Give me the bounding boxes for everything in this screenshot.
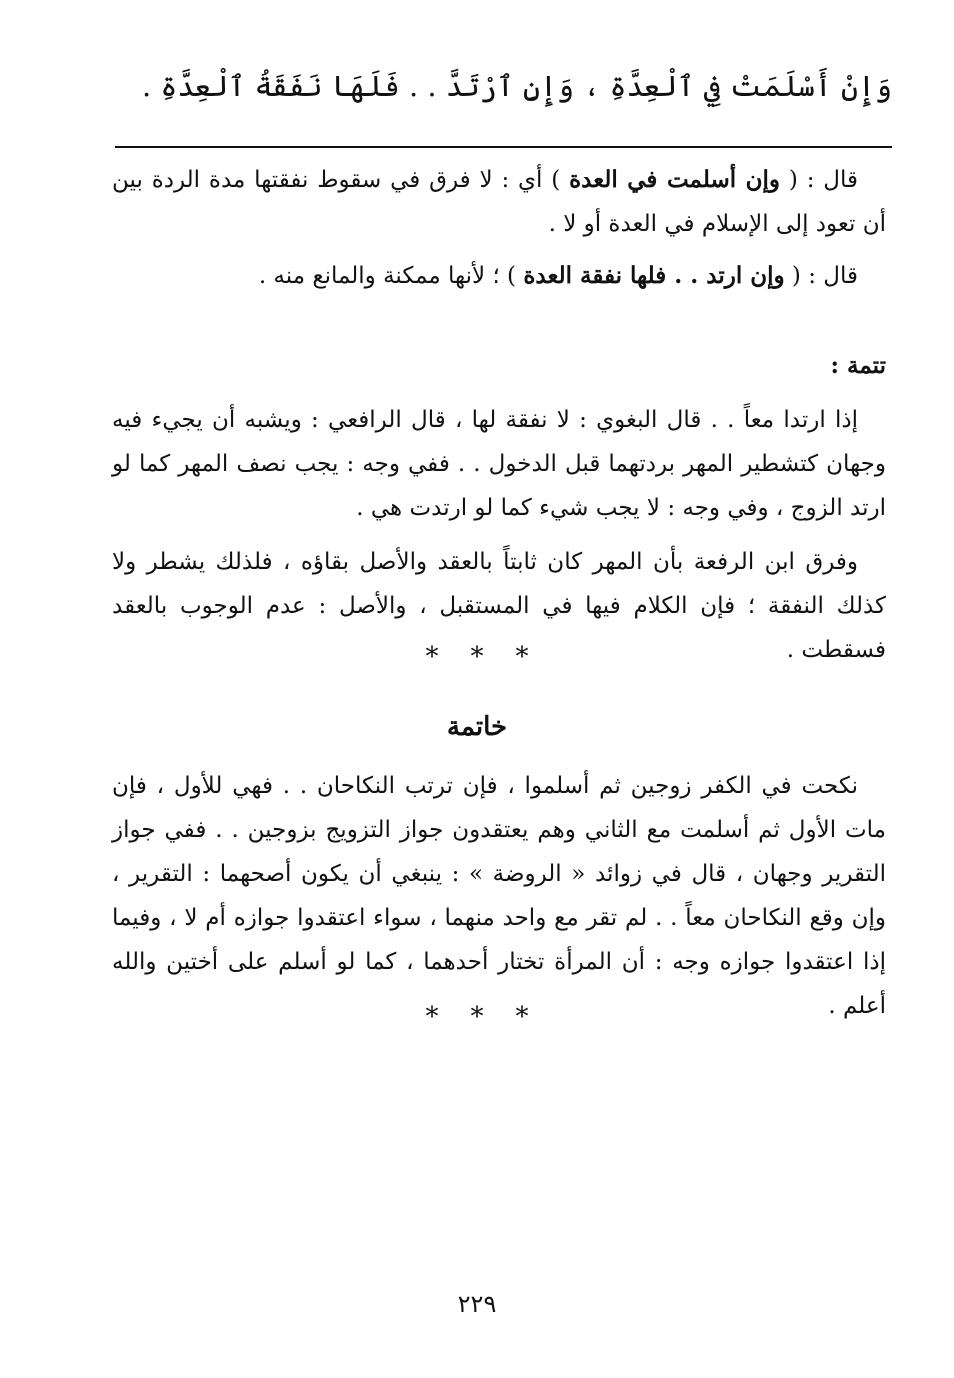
tatimma-heading: تتمة : bbox=[830, 352, 886, 379]
page-number: ٢٢٩ bbox=[457, 1290, 497, 1318]
khatima-paragraph: نكحت في الكفر زوجين ثم أسلموا ، فإن ترتب النكاحان . . فهي للأول ، فإن مات الأول ثم أسلمت مع الثاني وهم يعتقدون جواز التزويج بزوجين . . ففي جواز التقرير وجهان ، قال في زوائد « الروضة » : ينبغي أن يكون أصحهما : التقرير ، وإن وقع النكاحان معاً . . لم تقر مع واحد منهما ، سواء اعتقدوا جوازه أم لا ، وفيما إذا اعتقدوا جوازه وجه : أن المرأة تختار أحدهما ، كما لو أسلم على أختين والله أعلم . bbox=[112, 773, 886, 1019]
matn-text bbox=[130, 62, 892, 110]
matn-line: وَإِنْ أَسْلَمَتْ فِي ٱلْعِدَّةِ ، وَإِنِ ٱرْتَدَّ . . فَلَهَا نَفَقَةُ ٱلْعِدَّةِ . bbox=[142, 69, 892, 103]
quoted-matn: وإن ارتد . . فلها نفقة العدة bbox=[523, 262, 785, 289]
sharh-paragraph-2: قال : ( وإن ارتد . . فلها نفقة العدة ) ؛ لأنها ممكنة والمانع منه . bbox=[258, 262, 858, 289]
quoted-matn: وإن أسلمت في العدة bbox=[569, 166, 781, 193]
tatimma-paragraph-1: إذا ارتدا معاً . . قال البغوي : لا نفقة لها ، قال الرافعي : ويشبه أن يجيء فيه وجهان كتشطير المهر بردتهما قبل الدخول . . ففي وجه : يجب نصف المهر كما لو ارتد الزوج ، وفي وجه : لا يجب شيء كما لو ارتدت هي . bbox=[112, 407, 886, 521]
sharh-paragraph-1: قال : ( وإن أسلمت في العدة ) أي : لا فرق في سقوط نفقتها مدة الردة بين أن تعود إلى الإسلام في العدة أو لا . bbox=[112, 166, 886, 237]
asterisk-separator: * * * bbox=[425, 642, 529, 672]
separator-rule bbox=[115, 146, 892, 148]
tatimma-paragraph-2: وفرق ابن الرفعة بأن المهر كان ثابتاً بالعقد والأصل بقاؤه ، فلذلك يشطر ولا كذلك النفقة ؛ فإن الكلام فيها في المستقبل ، والأصل : عدم الوجوب بالعقد فسقطت . bbox=[112, 549, 886, 663]
asterisk-separator: * * * bbox=[425, 1002, 529, 1032]
khatima-heading: خاتمة bbox=[446, 712, 508, 742]
